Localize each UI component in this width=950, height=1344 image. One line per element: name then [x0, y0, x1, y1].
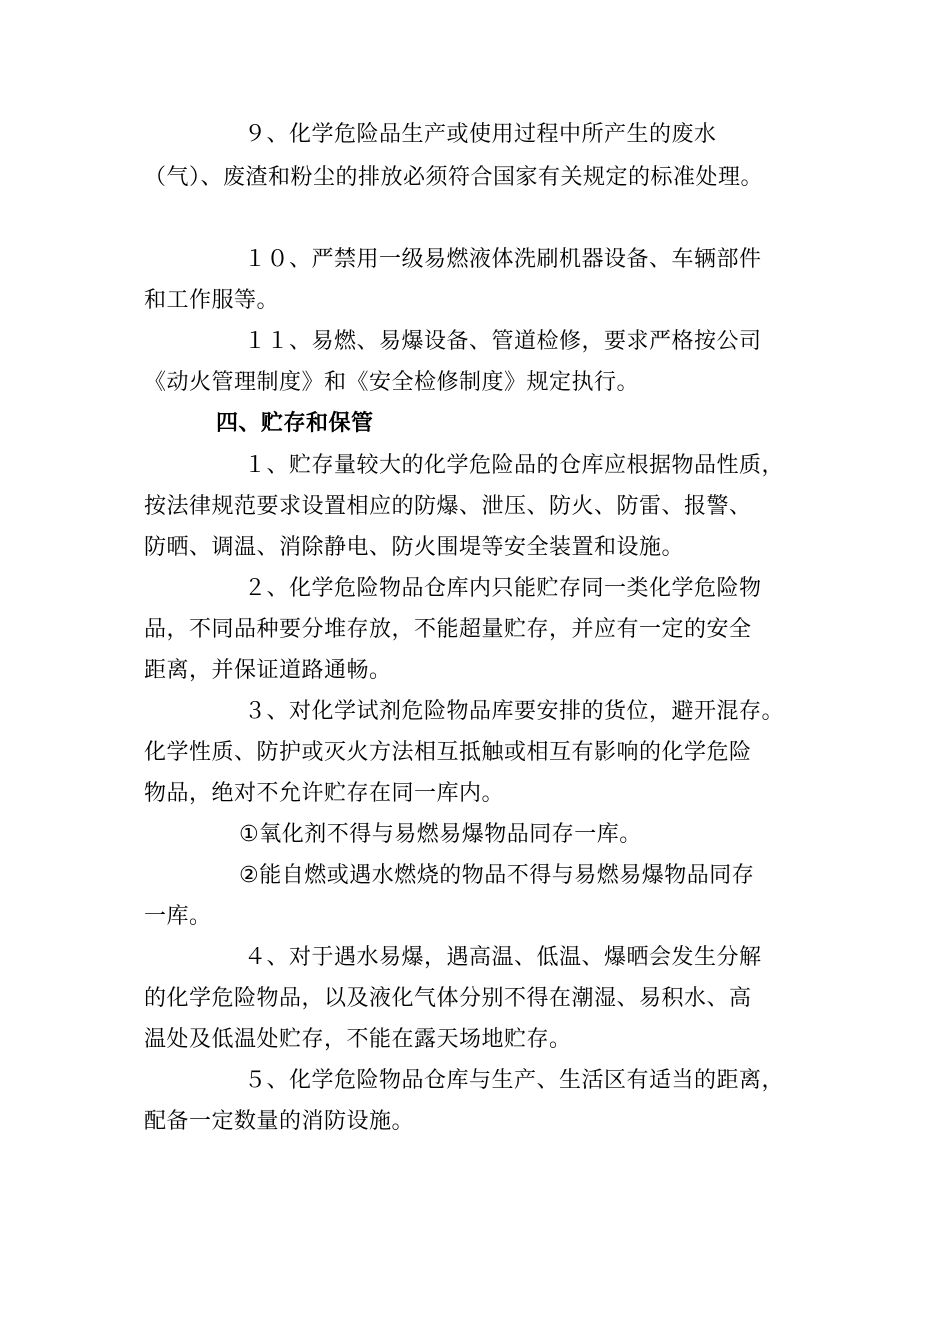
text: 温处及低温处贮存，不能在露天场地贮存。: [144, 1027, 572, 1052]
text: 化学性质、防护或灭火方法相互抵触或相互有影响的化学危险: [144, 740, 752, 765]
storage-item-3-line-1: [0, 697, 950, 727]
paragraph-9-line-1: [0, 120, 950, 150]
text: ②能自燃或遇水燃烧的物品不得与易燃易爆物品同存: [239, 863, 755, 888]
text: 品，不同品种要分堆存放，不能超量贮存，并应有一定的安全: [144, 617, 752, 642]
text: １、贮存量较大的化学危险品的仓库应根据物品性质，: [244, 453, 785, 478]
text: ①氧化剂不得与易燃易爆物品同存一库。: [239, 822, 642, 847]
text: １１、易燃、易爆设备、管道检修，要求严格按公司: [244, 329, 762, 354]
storage-item-1-line-2: [0, 492, 950, 522]
storage-item-1-line-3: [0, 533, 950, 563]
sub-item-1: [0, 820, 950, 850]
text: （气）、废渣和粉尘的排放必须符合国家有关规定的标准处理。: [144, 165, 764, 190]
text: 一库。: [144, 904, 212, 929]
sub-item-2-line-1: [0, 861, 950, 891]
storage-item-2-line-1: [0, 574, 950, 604]
storage-item-5-line-2: [0, 1107, 950, 1137]
text: 和工作服等。: [144, 288, 280, 313]
text: 的化学危险物品，以及液化气体分别不得在潮湿、易积水、高: [144, 986, 752, 1011]
text: ４、对于遇水易爆，遇高温、低温、爆晒会发生分解: [244, 945, 762, 970]
storage-item-1-line-1: [0, 451, 950, 481]
text: １０、严禁用一级易燃液体洗刷机器设备、车辆部件: [244, 247, 762, 272]
paragraph-11-line-1: [0, 327, 950, 357]
section-heading: [0, 409, 950, 439]
storage-item-4-line-2: [0, 984, 950, 1014]
storage-item-4-line-1: [0, 943, 950, 973]
text: 四、贮存和保管: [216, 411, 374, 436]
text: ３、对化学试剂危险物品库要安排的货位，避开混存。: [244, 699, 785, 724]
text: ９、化学危险品生产或使用过程中所产生的废水: [244, 122, 717, 147]
text: 防晒、调温、消除静电、防火围堤等安全装置和设施。: [144, 535, 685, 560]
paragraph-10-line-1: [0, 245, 950, 275]
text: 配备一定数量的消防设施。: [144, 1109, 415, 1134]
storage-item-3-line-3: [0, 779, 950, 809]
text: 物品，绝对不允许贮存在同一库内。: [144, 781, 505, 806]
paragraph-9-line-2: [0, 163, 950, 193]
text: 《动火管理制度》和《安全检修制度》规定执行。: [144, 370, 640, 395]
storage-item-5-line-1: [0, 1066, 950, 1096]
paragraph-11-line-2: [0, 368, 950, 398]
storage-item-2-line-2: [0, 615, 950, 645]
storage-item-3-line-2: [0, 738, 950, 768]
storage-item-4-line-3: [0, 1025, 950, 1055]
sub-item-2-line-2: [0, 902, 950, 932]
paragraph-10-line-2: [0, 286, 950, 316]
storage-item-2-line-3: [0, 656, 950, 686]
text: 按法律规范要求设置相应的防爆、泄压、防火、防雷、报警、: [144, 494, 752, 519]
text: ５、化学危险物品仓库与生产、生活区有适当的距离，: [244, 1068, 785, 1093]
text: 距离，并保证道路通畅。: [144, 658, 392, 683]
text: ２、化学危险物品仓库内只能贮存同一类化学危险物: [244, 576, 762, 601]
